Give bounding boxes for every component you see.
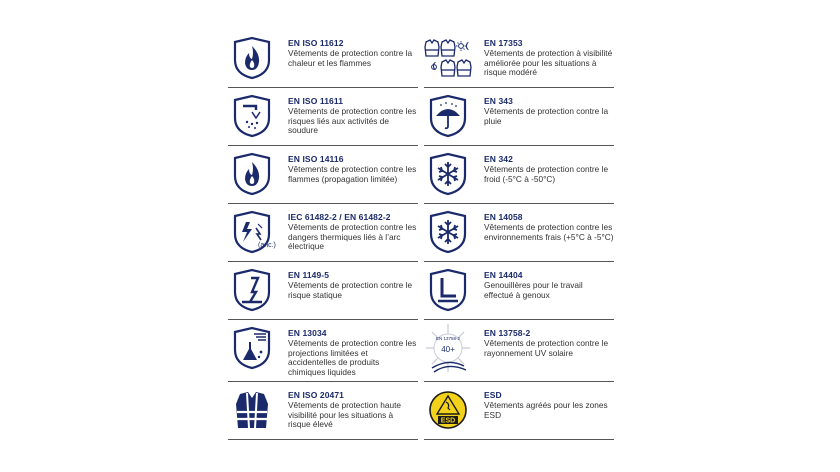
standard-description: Vêtements de protection contre les projections limitées et accidentelles de produits chimiques liquides — [288, 338, 417, 377]
standard-description: Vêtements de protection à visibilité améliorée pour les situations à risque modéré — [484, 48, 613, 78]
standard-description: Vêtements agréés pour les zones ESD — [484, 400, 608, 420]
enhanced-visibility-icon — [424, 36, 472, 80]
list-item — [424, 320, 614, 382]
standard-code: EN ISO 14116 — [288, 154, 344, 164]
badge-label: EN 13758-2 — [435, 336, 461, 341]
standard-description: Vêtements de protection contre la pluie — [484, 106, 609, 126]
flame-shield-icon — [232, 36, 272, 80]
standard-description: Vêtements de protection contre le froid (-5°C à -50°C) — [484, 164, 609, 184]
esd-badge-icon — [428, 388, 468, 432]
flame-shield-icon — [232, 152, 272, 196]
static-shield-icon — [232, 268, 272, 312]
note-label: (anc.) — [258, 242, 276, 249]
left-column — [228, 30, 418, 440]
standard-description: Vêtements de protection contre les flammes (propagation limitée) — [288, 164, 417, 184]
list-item — [424, 204, 614, 262]
standard-code: EN ISO 20471 — [288, 390, 345, 400]
chemical-shield-icon — [232, 326, 272, 370]
standard-description: Vêtements de protection contre le risque statique — [288, 280, 413, 300]
list-item — [424, 382, 614, 440]
list-item — [424, 30, 614, 88]
standard-code: EN 13034 — [288, 328, 327, 338]
right-column — [424, 30, 614, 440]
standard-code: EN 14058 — [484, 212, 523, 222]
standard-description: Genouillères pour le travail effectué à genoux — [484, 280, 583, 300]
list-item — [228, 146, 418, 204]
list-item — [228, 382, 418, 440]
badge-value: 40+ — [441, 345, 455, 354]
standard-code: EN 343 — [484, 96, 513, 106]
list-item — [228, 88, 418, 146]
standard-description: Vêtements de protection contre les risques liés aux activités de soudure — [288, 106, 417, 136]
standard-code: EN 1149-5 — [288, 270, 330, 280]
snowflake-shield-icon — [428, 152, 468, 196]
standard-description: Vêtements de protection haute visibilité pour les situations à risque élevé — [288, 400, 402, 430]
standard-code: EN 13758-2 — [484, 328, 531, 338]
list-item — [424, 146, 614, 204]
hi-vis-vest-icon — [232, 388, 272, 432]
standard-code: EN ISO 11612 — [288, 38, 344, 48]
standard-code: EN ISO 11611 — [288, 96, 344, 106]
list-item — [424, 88, 614, 146]
snowflake-shield-icon — [428, 210, 468, 254]
standard-code: EN 17353 — [484, 38, 523, 48]
uv-sun-icon — [424, 322, 472, 374]
standard-code: EN 14404 — [484, 270, 523, 280]
standard-code: ESD — [484, 390, 502, 400]
welding-shield-icon — [232, 94, 272, 138]
standard-description: Vêtements de protection contre les environnements frais (+5°C à -5°C) — [484, 222, 614, 242]
standard-description: Vêtements de protection contre le rayonnement UV solaire — [484, 338, 609, 358]
standard-code: IEC 61482-2 / EN 61482-2 — [288, 212, 391, 222]
list-item — [424, 262, 614, 320]
knee-pad-shield-icon — [428, 268, 468, 312]
standard-description: Vêtements de protection contre la chaleur et les flammes — [288, 48, 413, 68]
list-item — [228, 204, 418, 262]
list-item — [228, 262, 418, 320]
standard-description: Vêtements de protection contre les dangers thermiques liés à l’arc électrique — [288, 222, 417, 252]
esd-badge-text: ESD — [440, 417, 456, 425]
standard-code: EN 342 — [484, 154, 513, 164]
list-item — [228, 320, 418, 382]
rain-umbrella-shield-icon — [428, 94, 468, 138]
list-item — [228, 30, 418, 88]
